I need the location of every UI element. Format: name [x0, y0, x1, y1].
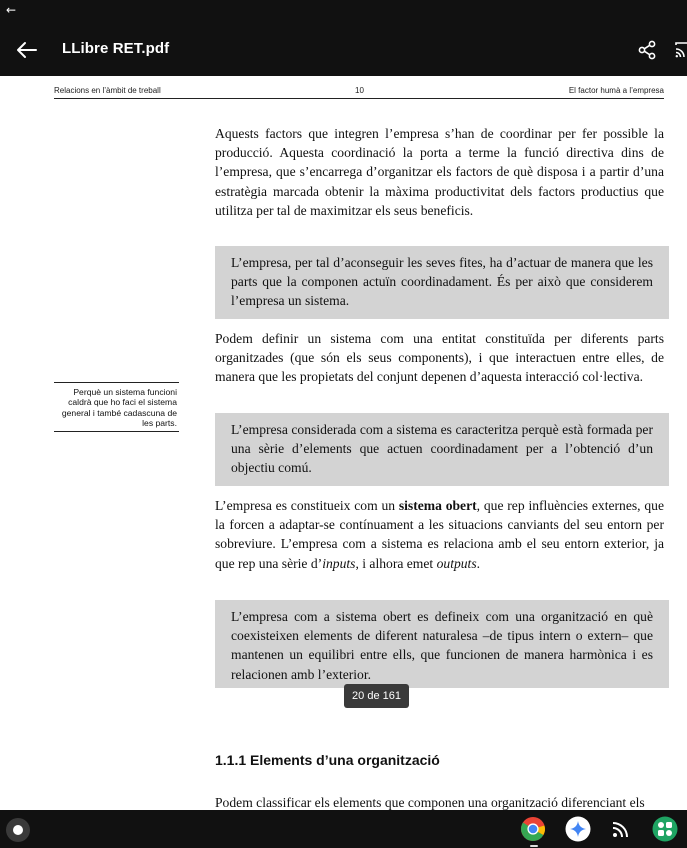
highlight-box-3 [215, 600, 669, 688]
paragraph-3-part-1: L’empresa es constitueix com un [215, 498, 399, 513]
page-number: 10 [355, 86, 364, 95]
section-title: 1.1.1 Elements d’una organització [215, 752, 440, 768]
margin-note-text: Perquè un sistema funcioni caldrà que ho faci el sistema general i també cadascuna de les parts. [61, 387, 177, 429]
system-shelf [0, 810, 687, 848]
highlight-box-2 [215, 413, 669, 486]
paragraph-1: Aquests factors que integren l’empresa s’han de coordinar per fer possible la producció. Aquesta coordinació la porta a terme la funció directiva dins de l’empresa, que s’encarrega d’organitzar els factors de què disposa i a partir d’una estratègia marcada obtenir la màxima productivitat dels factors productius que utilitza per tal de maximitzar els seus beneficis. [215, 126, 664, 218]
cast-icon[interactable] [675, 41, 687, 59]
paragraph-3-part-2: , que rep influències externes, que la forcen a adaptar-se contínuament a les situacions canviants del seu entorn per sobreviure. L’empresa com a sistema es relaciona amb el seu entorn exterior, ja que rep una sèrie d’ [215, 498, 665, 571]
document-title: LLibre RET.pdf [62, 40, 170, 57]
highlight-box-1 [215, 246, 669, 319]
paragraph-3-italic-outputs: outputs [436, 555, 477, 571]
header-left: Relacions en l’àmbit de treball [54, 86, 161, 95]
running-header [54, 86, 664, 98]
highlight-box-1-text: L’empresa, per tal d’aconseguir les seves fites, ha d’actuar de manera que les parts que la componen actuïn coordinadament. És per això que considerem l’empresa un sistema. [231, 255, 653, 309]
launcher-icon[interactable] [6, 818, 30, 842]
page-indicator: 20 de 161 [344, 684, 409, 708]
paragraph-3-part-3: , i alhora emet [355, 555, 437, 571]
chrome-running-indicator [530, 845, 538, 847]
paragraph-2: Podem definir un sistema com una entitat constituïda per diferents parts organitzades (que són els seus components), i que interactuen entre elles, de manera que les propietats del conjunt depenen d’aquesta interacció col·lectiva. [215, 331, 664, 385]
paragraph-3-part-4: . [476, 555, 481, 571]
header-right: El factor humà a l’empresa [568, 86, 664, 95]
podcast-icon[interactable] [609, 816, 635, 842]
header-rule [54, 98, 664, 99]
app-bar [0, 24, 687, 76]
highlight-box-3-text: L’empresa com a sistema obert es defineix com una organització en què coexisteixen elements de diferent naturalesa –de tipus intern o extern– que mantenen un equilibri entre ells, que funcionen de manera harmònica i es relacionen amb l’exterior. [231, 609, 653, 682]
paragraph-3 [215, 496, 664, 573]
margin-note [54, 382, 179, 432]
assistant-icon[interactable] [565, 816, 591, 842]
highlight-box-2-text: L’empresa considerada com a sistema es caracteritza perquè està formada per una sèrie d’elements que actuen coordinadament per a l’obtenció d’un objectiu comú. [231, 422, 653, 476]
status-bar [0, 0, 687, 24]
paragraph-3-italic-inputs: inputs [322, 555, 356, 571]
paragraph-4: Podem classificar els elements que componen una organització diferenciant els [215, 795, 645, 810]
chrome-icon[interactable] [520, 816, 546, 842]
launcher-dot [13, 825, 23, 835]
back-arrow-icon[interactable] [14, 38, 40, 62]
status-back-icon[interactable]: ← [6, 3, 17, 17]
share-icon[interactable] [637, 40, 657, 60]
paragraph-3-bold: sistema obert [398, 498, 477, 513]
apps-icon[interactable] [652, 816, 678, 842]
